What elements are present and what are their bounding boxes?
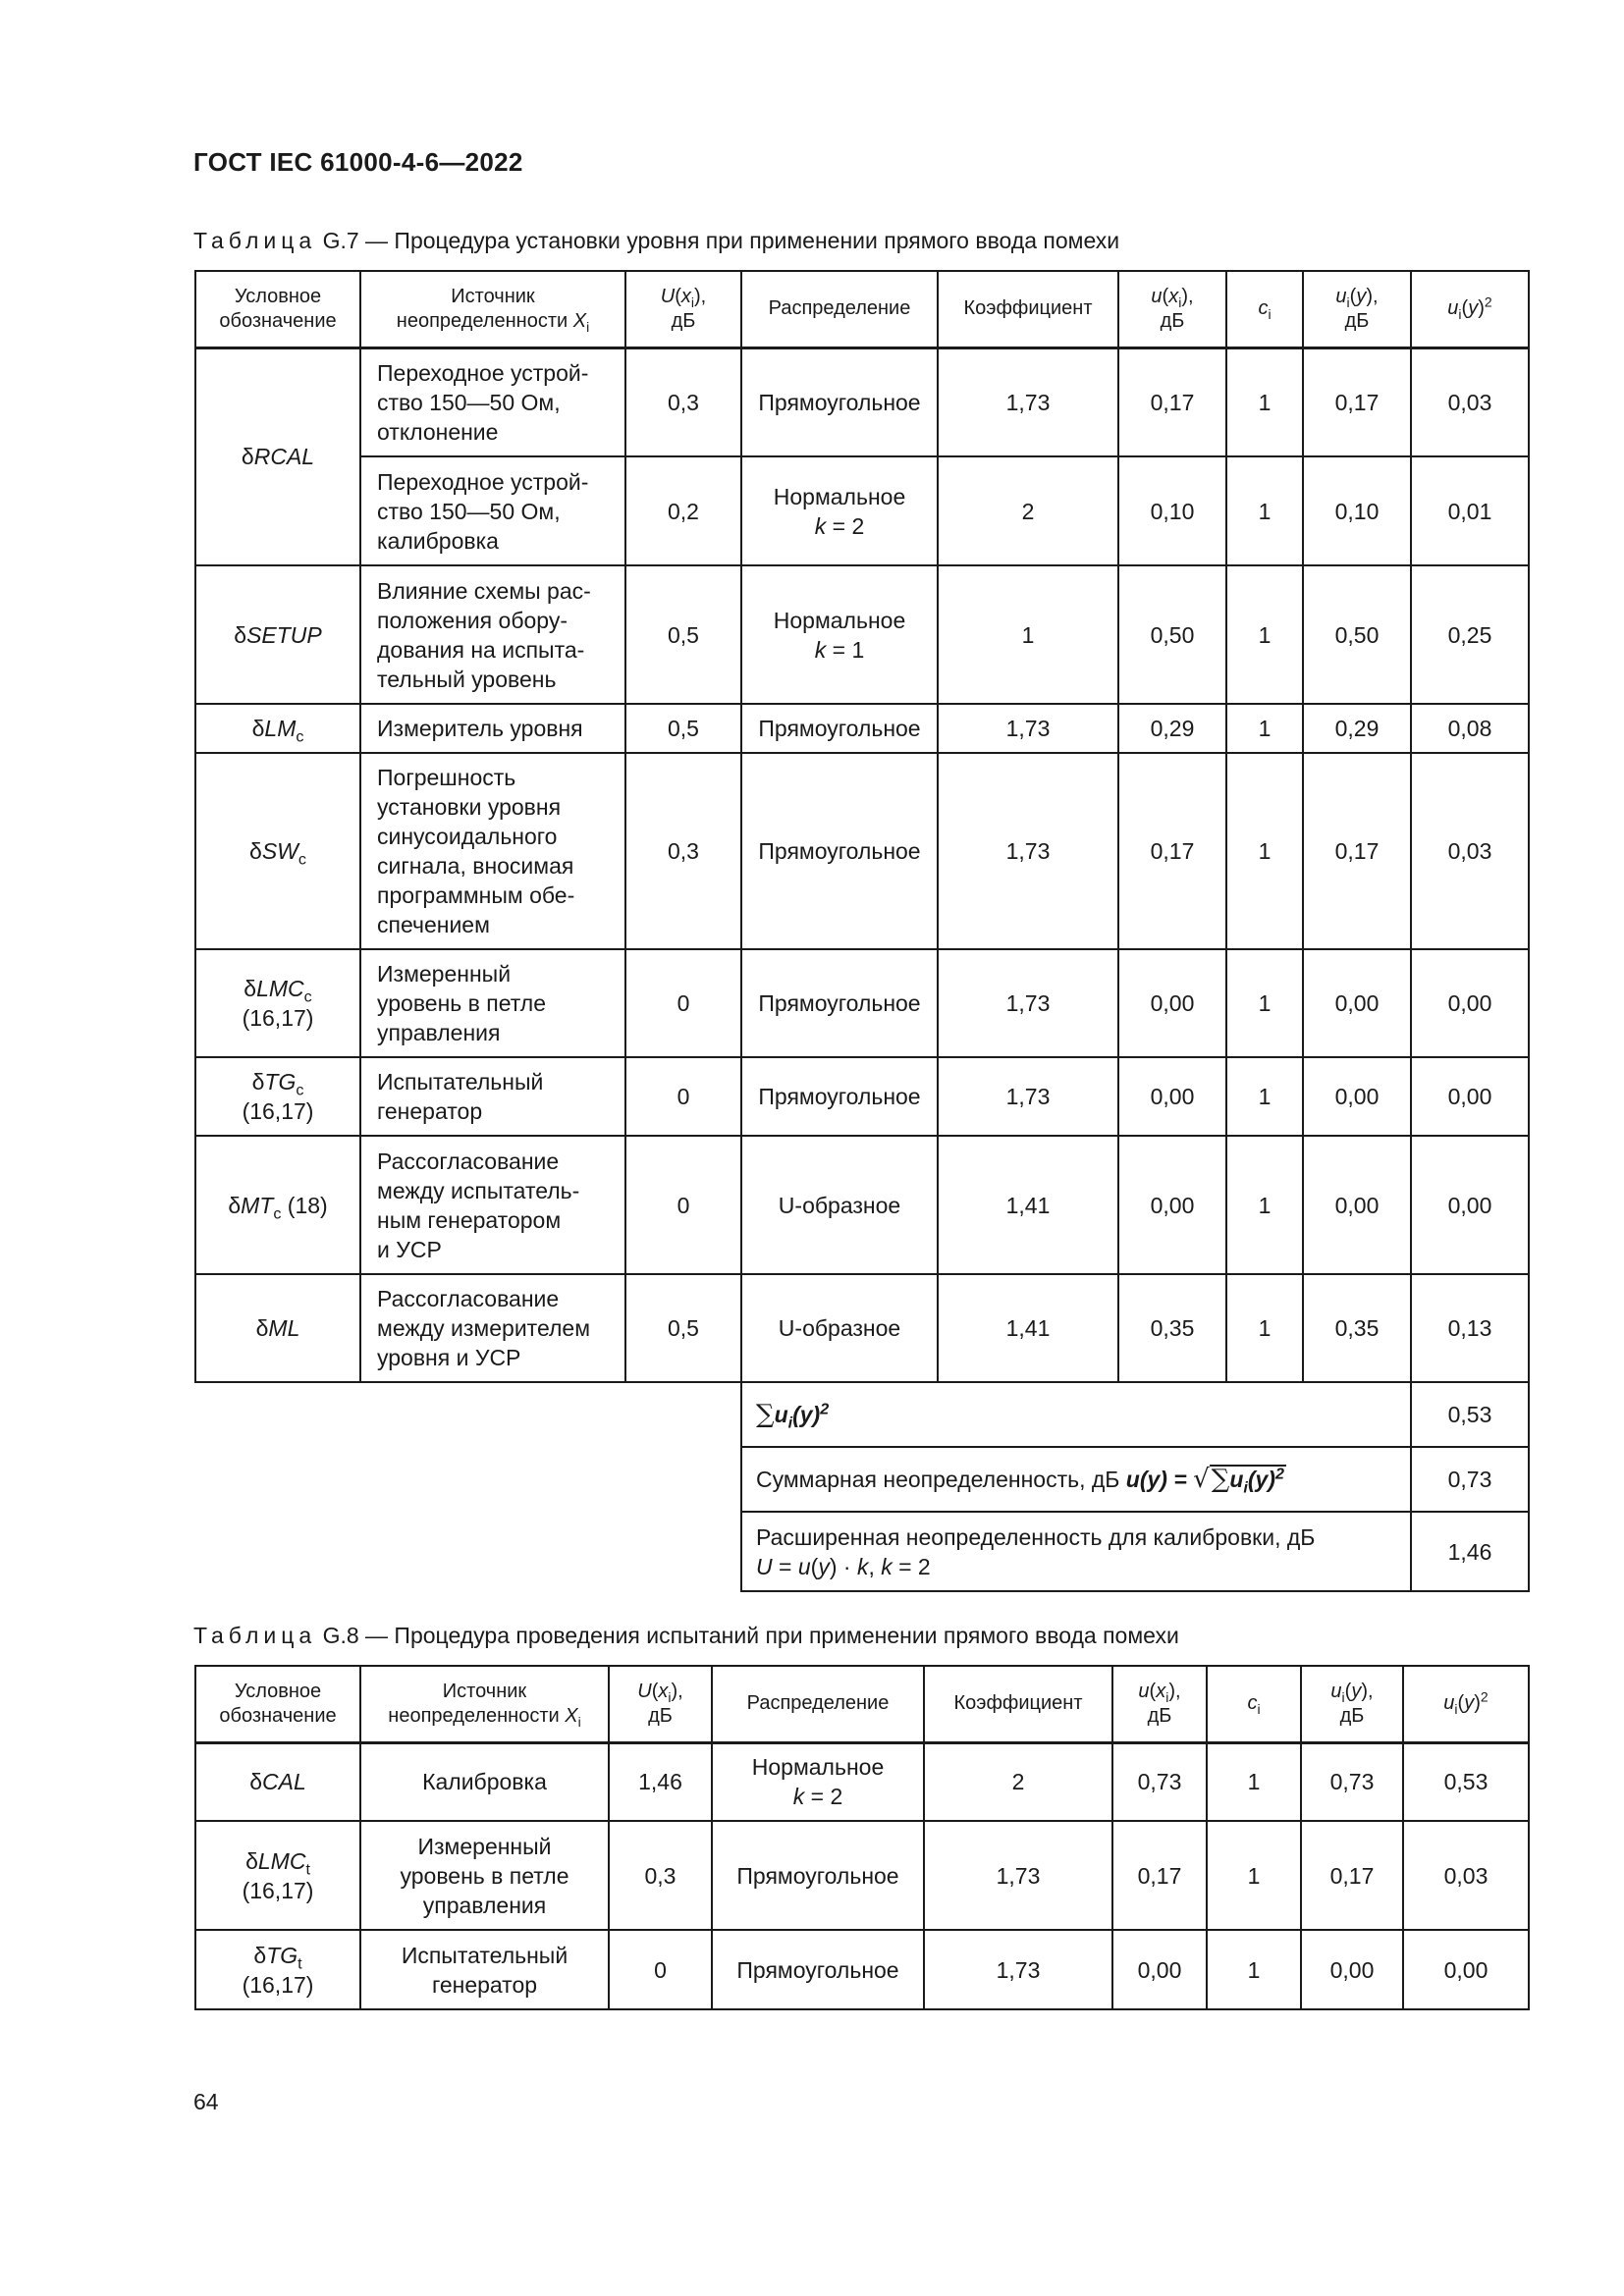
ci-cell: 1	[1207, 1742, 1301, 1821]
coefficient-cell: 1,41	[938, 1274, 1118, 1382]
col-header-uiy: $u_i(y)$, дБ	[1301, 1666, 1403, 1742]
combined-label: Суммарная неопределенность, дБ $u(y) = √\sum u_i(y)^2$	[741, 1447, 1411, 1512]
coefficient-cell: 1,73	[924, 1930, 1112, 2009]
table-g7-header-row	[195, 271, 1529, 347]
U-cell: 0,5	[625, 704, 741, 753]
distribution-cell: Прямоугольное	[741, 949, 938, 1057]
document-header: ГОСТ IEC 61000-4-6—2022	[193, 147, 523, 177]
uiy2-cell: 0,25	[1411, 565, 1529, 704]
caption-text: G.7 — Процедура установки уровня при применении прямого ввода помехи	[316, 228, 1120, 253]
caption-prefix: Таблица	[193, 1623, 317, 1648]
ci-cell: 1	[1226, 1274, 1303, 1382]
uiy-cell: 0,73	[1301, 1742, 1403, 1821]
uiy-cell: 0,50	[1303, 565, 1411, 704]
distribution-cell: Прямоугольное	[712, 1821, 924, 1930]
table-row	[195, 704, 1529, 753]
distribution-cell: U-образное	[741, 1136, 938, 1274]
col-header-ci: $c_i$	[1207, 1666, 1301, 1742]
distribution-cell: Прямоугольное	[741, 704, 938, 753]
u-cell: 0,00	[1118, 949, 1226, 1057]
uiy2-cell: 0,01	[1411, 456, 1529, 565]
source-cell: Испытательный генератор	[360, 1930, 609, 2009]
uiy-cell: 0,17	[1301, 1821, 1403, 1930]
distribution-cell: Нормальное k = 1	[741, 565, 938, 704]
u-cell: 0,17	[1118, 347, 1226, 456]
u-cell: 0,10	[1118, 456, 1226, 565]
table-row	[195, 456, 1529, 565]
distribution-cell: Прямоугольное	[741, 347, 938, 456]
symbol-cell: δRCAL	[195, 347, 360, 565]
U-cell: 1,46	[609, 1742, 712, 1821]
table-row	[195, 1742, 1529, 1821]
symbol-cell: δMT$_c$ (18)	[195, 1136, 360, 1274]
coefficient-cell: 1,73	[938, 1057, 1118, 1136]
combined-value: 0,73	[1411, 1447, 1529, 1512]
table-row	[195, 1057, 1529, 1136]
coefficient-cell: 1,73	[938, 704, 1118, 753]
symbol-cell: δLM$_c$	[195, 704, 360, 753]
source-cell: Измеренный уровень в петле управления	[360, 1821, 609, 1930]
symbol-cell: δML	[195, 1274, 360, 1382]
col-header-U: $U(x_i)$, дБ	[625, 271, 741, 347]
U-cell: 0,5	[625, 1274, 741, 1382]
sum-value: 0,53	[1411, 1382, 1529, 1447]
distribution-cell: U-образное	[741, 1274, 938, 1382]
symbol-cell: δSW$_c$	[195, 753, 360, 949]
source-cell: Влияние схемы рас- положения обору- дования на испыта- тельный уровень	[360, 565, 625, 704]
col-header-source: Источник неопределенности $X_i$	[360, 1666, 609, 1742]
ci-cell: 1	[1207, 1930, 1301, 2009]
col-header-U: $U(x_i)$, дБ	[609, 1666, 712, 1742]
U-cell: 0,3	[625, 753, 741, 949]
coefficient-cell: 1,73	[938, 347, 1118, 456]
symbol-cell: δLMC$_c$ (16,17)	[195, 949, 360, 1057]
ci-cell: 1	[1226, 456, 1303, 565]
symbol-cell: δSETUP	[195, 565, 360, 704]
expanded-value: 1,46	[1411, 1512, 1529, 1591]
col-header-distribution: Распределение	[741, 271, 938, 347]
uiy-cell: 0,17	[1303, 753, 1411, 949]
U-cell: 0	[609, 1930, 712, 2009]
U-cell: 0,5	[625, 565, 741, 704]
uiy-cell: 0,00	[1301, 1930, 1403, 2009]
uiy2-cell: 0,53	[1403, 1742, 1529, 1821]
blank-area	[195, 1382, 741, 1591]
u-cell: 0,35	[1118, 1274, 1226, 1382]
table-g7-caption	[193, 228, 1119, 254]
uiy2-cell: 0,08	[1411, 704, 1529, 753]
distribution-cell: Нормальное k = 2	[741, 456, 938, 565]
u-cell: 0,73	[1112, 1742, 1207, 1821]
source-cell: Переходное устрой- ство 150—50 Ом, отклонение	[360, 347, 625, 456]
sum-label: $\sum u_i(y)^2$	[741, 1382, 1411, 1447]
table-row	[195, 949, 1529, 1057]
uiy-cell: 0,00	[1303, 949, 1411, 1057]
ci-cell: 1	[1226, 565, 1303, 704]
table-g8-header-row	[195, 1666, 1529, 1742]
symbol-cell: δTG$_t$ (16,17)	[195, 1930, 360, 2009]
col-header-uiy: $u_i(y)$, дБ	[1303, 271, 1411, 347]
uiy-cell: 0,35	[1303, 1274, 1411, 1382]
coefficient-cell: 1,73	[938, 949, 1118, 1057]
uiy-cell: 0,00	[1303, 1057, 1411, 1136]
expanded-label: Расширенная неопределенность для калибровки, дБ U = u(y) · k, k = 2	[741, 1512, 1411, 1591]
source-cell: Измеренный уровень в петле управления	[360, 949, 625, 1057]
ci-cell: 1	[1226, 704, 1303, 753]
uiy2-cell: 0,00	[1411, 1136, 1529, 1274]
u-cell: 0,17	[1118, 753, 1226, 949]
U-cell: 0,3	[609, 1821, 712, 1930]
table-g7	[194, 270, 1530, 1592]
col-header-u: $u(x_i)$, дБ	[1112, 1666, 1207, 1742]
distribution-cell: Прямоугольное	[741, 753, 938, 949]
coefficient-cell: 1,73	[938, 753, 1118, 949]
table-g8-caption	[193, 1623, 1179, 1649]
uiy2-cell: 0,00	[1403, 1930, 1529, 2009]
table-row	[195, 1274, 1529, 1382]
u-cell: 0,50	[1118, 565, 1226, 704]
coefficient-cell: 1	[938, 565, 1118, 704]
distribution-cell: Нормальное k = 2	[712, 1742, 924, 1821]
u-cell: 0,00	[1112, 1930, 1207, 2009]
col-header-uiy2: $u_i(y)^2$	[1411, 271, 1529, 347]
U-cell: 0	[625, 949, 741, 1057]
ci-cell: 1	[1226, 1057, 1303, 1136]
ci-cell: 1	[1226, 949, 1303, 1057]
U-cell: 0	[625, 1057, 741, 1136]
ci-cell: 1	[1226, 753, 1303, 949]
U-cell: 0	[625, 1136, 741, 1274]
uiy2-cell: 0,00	[1411, 1057, 1529, 1136]
coefficient-cell: 1,41	[938, 1136, 1118, 1274]
col-header-source: Источник неопределенности $X_i$	[360, 271, 625, 347]
col-header-coefficient: Коэффициент	[924, 1666, 1112, 1742]
source-cell: Переходное устрой- ство 150—50 Ом, калибровка	[360, 456, 625, 565]
page-number: 64	[193, 2089, 219, 2114]
col-header-u: $u(x_i)$, дБ	[1118, 271, 1226, 347]
col-header-distribution: Распределение	[712, 1666, 924, 1742]
distribution-cell: Прямоугольное	[741, 1057, 938, 1136]
uiy2-cell: 0,03	[1403, 1821, 1529, 1930]
source-cell: Погрешность установки уровня синусоидального сигнала, вносимая программным обе- спечением	[360, 753, 625, 949]
source-cell: Рассогласование между измерителем уровня и УСР	[360, 1274, 625, 1382]
caption-text: G.8 — Процедура проведения испытаний при применении прямого ввода помехи	[316, 1623, 1179, 1648]
ci-cell: 1	[1226, 1136, 1303, 1274]
ci-cell: 1	[1226, 347, 1303, 456]
uiy-cell: 0,29	[1303, 704, 1411, 753]
col-header-coefficient: Коэффициент	[938, 271, 1118, 347]
source-cell: Рассогласование между испытатель- ным генератором и УСР	[360, 1136, 625, 1274]
table-row	[195, 753, 1529, 949]
uiy2-cell: 0,13	[1411, 1274, 1529, 1382]
coefficient-cell: 2	[924, 1742, 1112, 1821]
table-row	[195, 347, 1529, 456]
uiy2-cell: 0,03	[1411, 347, 1529, 456]
u-cell: 0,00	[1118, 1057, 1226, 1136]
source-cell: Калибровка	[360, 1742, 609, 1821]
uiy-cell: 0,17	[1303, 347, 1411, 456]
symbol-cell: δTG$_c$ (16,17)	[195, 1057, 360, 1136]
source-cell: Испытательный генератор	[360, 1057, 625, 1136]
table-row	[195, 1821, 1529, 1930]
caption-prefix: Таблица	[193, 228, 317, 253]
distribution-cell: Прямоугольное	[712, 1930, 924, 2009]
ci-cell: 1	[1207, 1821, 1301, 1930]
table-g8	[194, 1665, 1530, 2010]
table-row	[195, 565, 1529, 704]
uiy-cell: 0,10	[1303, 456, 1411, 565]
coefficient-cell: 1,73	[924, 1821, 1112, 1930]
col-header-symbol: Условное обозначение	[195, 271, 360, 347]
U-cell: 0,3	[625, 347, 741, 456]
u-cell: 0,00	[1118, 1136, 1226, 1274]
table-row	[195, 1930, 1529, 2009]
U-cell: 0,2	[625, 456, 741, 565]
summary-row-sum	[195, 1382, 1529, 1447]
col-header-ci: $c_i$	[1226, 271, 1303, 347]
symbol-cell: δCAL	[195, 1742, 360, 1821]
uiy2-cell: 0,00	[1411, 949, 1529, 1057]
symbol-cell: δLMC$_t$ (16,17)	[195, 1821, 360, 1930]
uiy-cell: 0,00	[1303, 1136, 1411, 1274]
uiy2-cell: 0,03	[1411, 753, 1529, 949]
col-header-symbol: Условное обозначение	[195, 1666, 360, 1742]
source-cell: Измеритель уровня	[360, 704, 625, 753]
table-row	[195, 1136, 1529, 1274]
u-cell: 0,29	[1118, 704, 1226, 753]
coefficient-cell: 2	[938, 456, 1118, 565]
u-cell: 0,17	[1112, 1821, 1207, 1930]
col-header-uiy2: $u_i(y)^2$	[1403, 1666, 1529, 1742]
